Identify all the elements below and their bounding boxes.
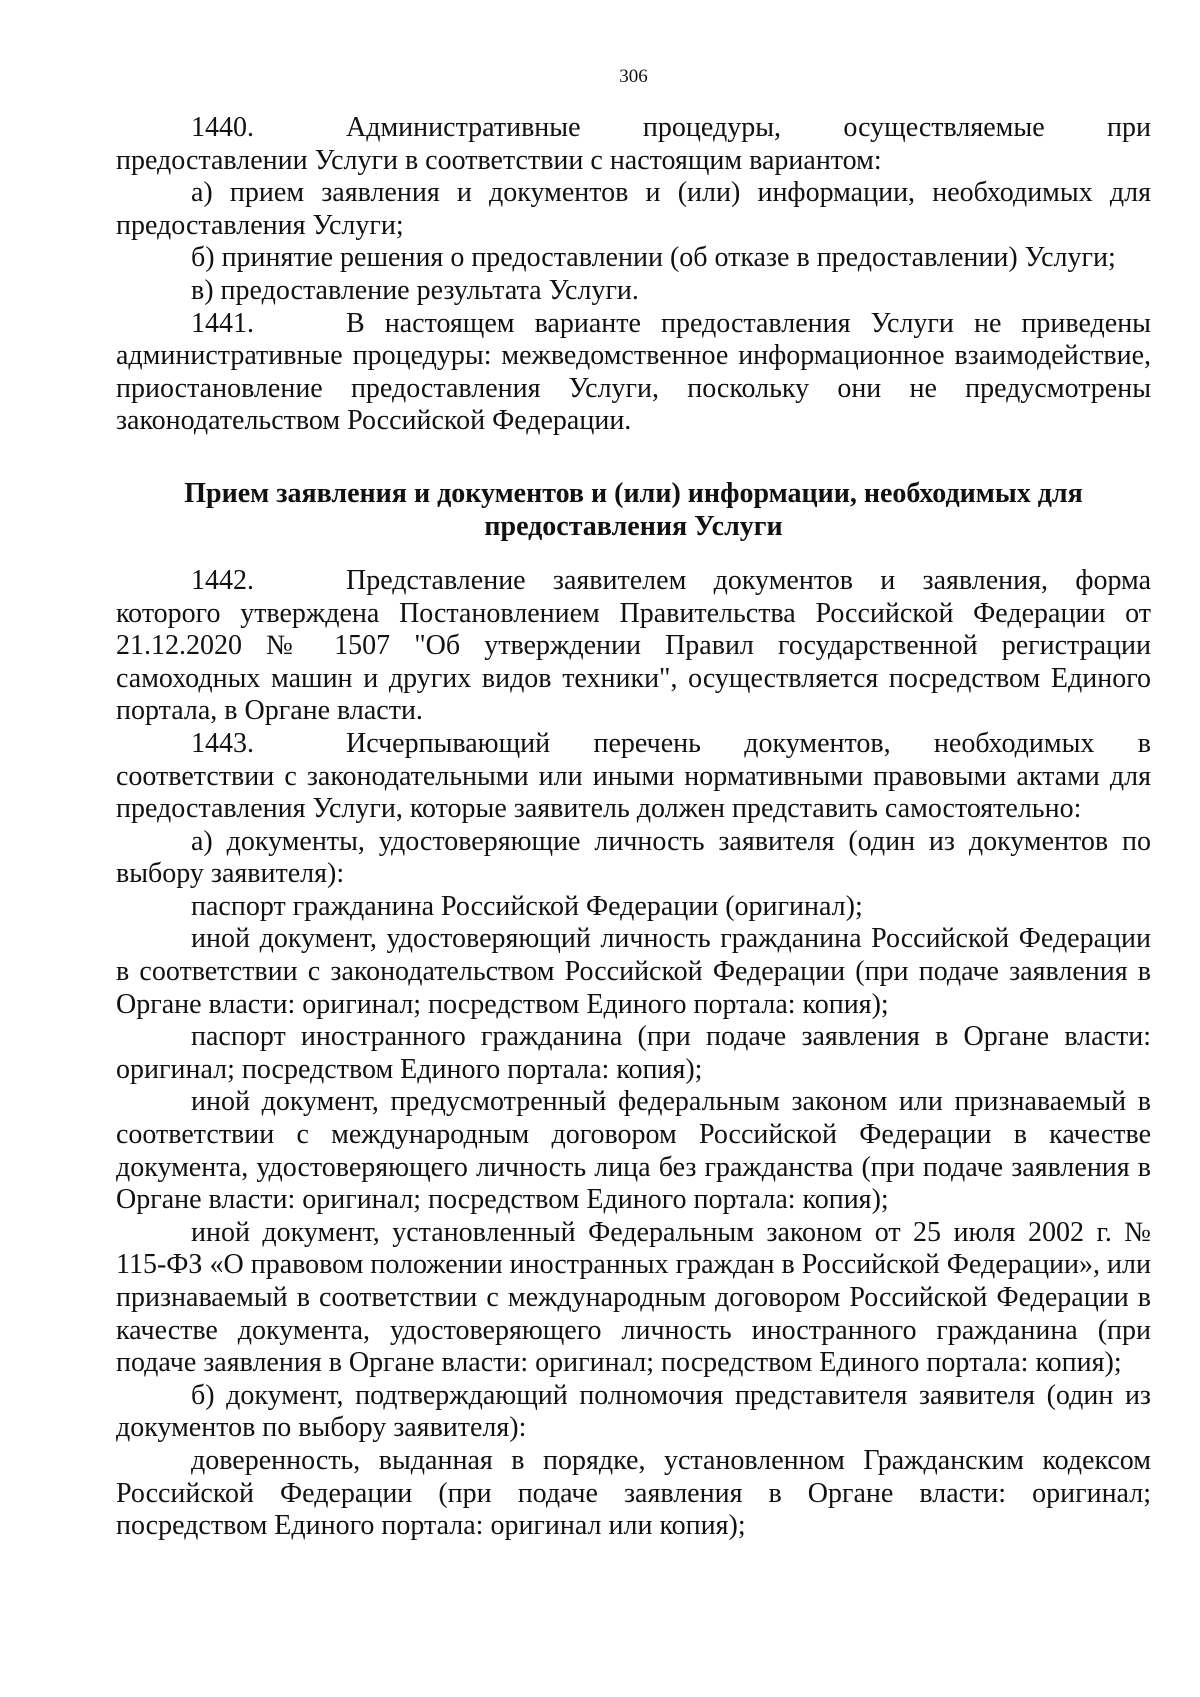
paragraph-text: В настоящем варианте предоставления Услуги не приведены административные процедуры: межведомственное информационное взаимодействие, приостановление предоставления Услуги, поскольку они не предусмотрены законодательством Российской Федерации. xyxy=(116,307,1151,437)
list-item-c: в) предоставление результата Услуги. xyxy=(191,274,639,306)
list-item-a-documents: а) документы, удостоверяющие личность заявителя (один из документов по выбору заявителя): xyxy=(116,825,1151,890)
page-number: 306 xyxy=(619,66,648,87)
list-item-stateless-id: иной документ, предусмотренный федеральным законом или признаваемый в соответствии с международным договором Российской Федерации в качестве документа, удостоверяющего личность лица без гражданства (при подаче заявления в Органе власти: оригинал; посредством Единого портала: копия); xyxy=(116,1086,1151,1216)
paragraph-text: Административные процедуры, осуществляемые при предоставлении Услуги в соответствии с настоящим вариантом: xyxy=(116,112,1151,176)
paragraph-number: 1441. xyxy=(191,307,254,339)
list-item-b: б) принятие решения о предоставлении (об отказе в предоставлении) Услуги; xyxy=(191,242,1116,274)
list-item-passport-rf: паспорт гражданина Российской Федерации (оригинал); xyxy=(191,890,863,922)
list-item-b-authority: б) документ, подтверждающий полномочия представителя заявителя (один из документов по выбору заявителя): xyxy=(116,1379,1151,1444)
paragraph-number: 1440. xyxy=(191,112,254,143)
paragraph-1442 xyxy=(116,565,1151,728)
paragraph-1441 xyxy=(116,308,1151,438)
section-heading: Прием заявления и документов и (или) информации, необходимых для предоставления Услуги xyxy=(184,477,1083,542)
paragraph-text: Исчерпывающий перечень документов, необходимых в соответствии с законодательными или иными нормативными правовыми актами для предоставления Услуги, которые заявитель должен представить самостоятельно: xyxy=(116,727,1151,825)
document-page xyxy=(116,66,1151,1543)
paragraph-number: 1443. xyxy=(191,727,254,759)
list-item-foreign-id: иной документ, установленный Федеральным законом от 25 июля 2002 г. № 115-ФЗ «О правовом положении иностранных граждан в Российской Федерации», или признаваемый в соответствии с международным договором Российской Федерации в качестве документа, удостоверяющего личность иностранного гражданина (при подаче заявления в Органе власти: оригинал; посредством Единого портала: копия); xyxy=(116,1216,1151,1379)
list-item-power-of-attorney: доверенность, выданная в порядке, установленном Гражданским кодексом Российской Федерации (при подаче заявления в Органе власти: оригинал; посредством Единого портала: оригинал или копия); xyxy=(116,1444,1151,1542)
list-item-a: а) прием заявления и документов и (или) информации, необходимых для предоставления Услуги; xyxy=(116,177,1151,241)
paragraph-number: 1442. xyxy=(191,564,254,596)
paragraph-1443 xyxy=(116,728,1151,826)
paragraph-1440 xyxy=(116,112,1151,177)
list-item-foreign-passport: паспорт иностранного гражданина (при подаче заявления в Органе власти: оригинал; посредством Единого портала: копия); xyxy=(116,1021,1151,1085)
paragraph-text: Представление заявителем документов и заявления, форма которого утверждена Постановлением Правительства Российской Федерации от 21.12.2020 № 1507 "Об утверждении Правил государственной регистрации самоходных машин и других видов техники", осуществляется посредством Единого портала, в Органе власти. xyxy=(116,564,1151,727)
list-item-other-id-rf: иной документ, удостоверяющий личность гражданина Российской Федерации в соответствии с законодательством Российской Федерации (при подаче заявления в Органе власти: оригинал; посредством Единого портала: копия); xyxy=(116,923,1151,1020)
